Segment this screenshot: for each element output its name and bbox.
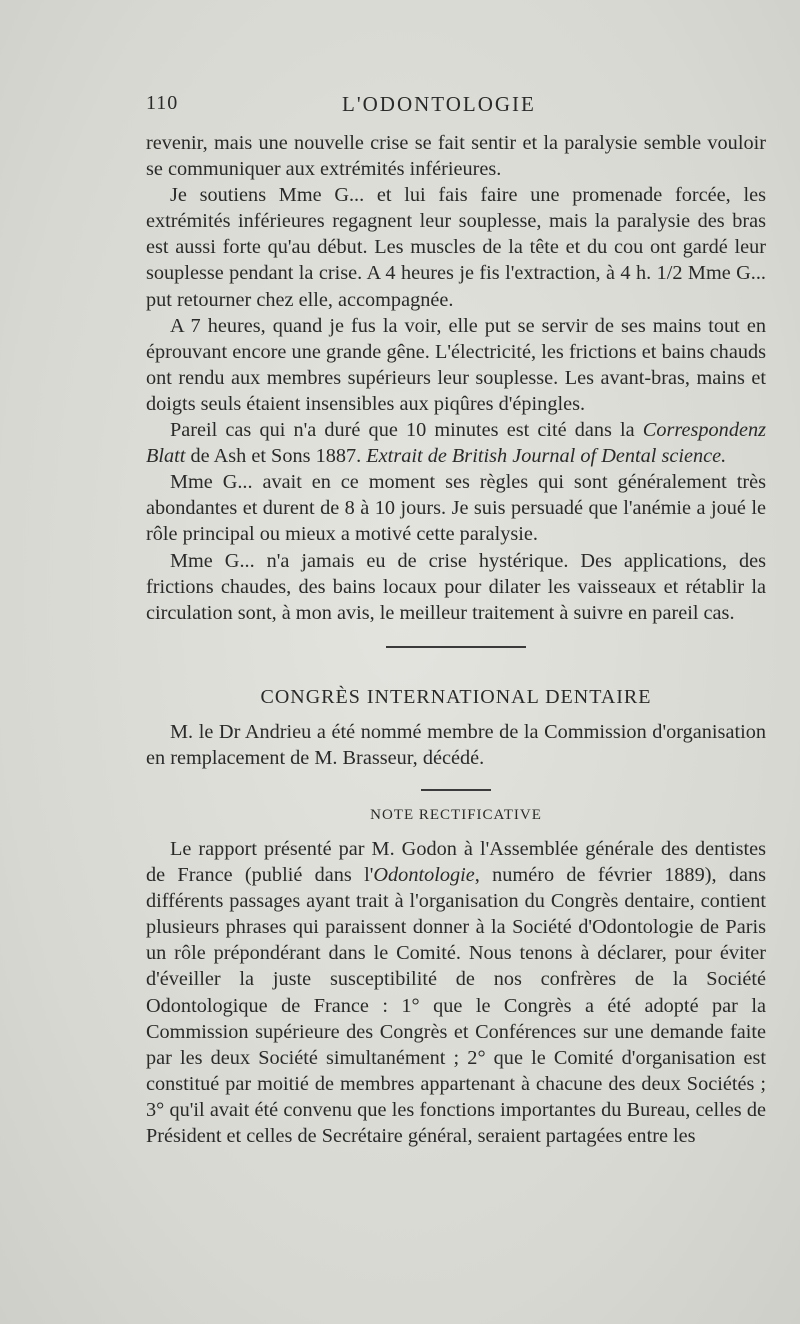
note-paragraph (146, 836, 766, 1149)
paragraph-4 (146, 417, 766, 469)
paragraph-4-citation: Correspondenz Blatt (146, 419, 766, 468)
note-text-a: Le rapport présenté par M. Godon à l'Assemblée générale des dentistes de France (publié dans l' (146, 837, 766, 887)
note-journal-title: Odontologie (373, 864, 475, 887)
paragraph-4-source: Extrait de British Journal of Dental science. (366, 445, 727, 468)
congres-title: CONGRÈS INTERNATIONAL DENTAIRE (260, 685, 652, 708)
running-head: L'ODONTOLOGIE (342, 92, 536, 116)
paragraph-2: Je soutiens Mme G... et lui fais faire une promenade forcée, les extrémités inférieures regagnent leur souplesse, mais la paralysie des bras est aussi forte qu'au début. Les muscles de la tête et du cou ont gardé leur souplesse pendant la crise. A 4 heures je fis l'extraction, à 4 h. 1/2 Mme G... put retourner chez elle, accompagnée. (146, 184, 766, 311)
paragraph-1: revenir, mais une nouvelle crise se fait sentir et la paralysie semble vouloir se communiquer aux extrémités inférieures. (146, 132, 766, 181)
subsection-divider (421, 789, 491, 791)
note-title: NOTE RECTIFICATIVE (370, 806, 542, 823)
congres-paragraph: M. le Dr Andrieu a été nommé membre de la Commission d'organisation en remplacement de M. Brasseur, décédé. (146, 720, 766, 769)
paragraph-6: Mme G... n'a jamais eu de crise hystérique. Des applications, des frictions chaudes, des bains locaux pour dilater les vaisseaux et rétablir la circulation sont, à mon avis, le meilleur traitement à suivre en pareil cas. (146, 549, 766, 624)
paragraph-5: Mme G... avait en ce moment ses règles qui sont généralement très abondantes et durent de 8 à 10 jours. Je suis persuadé que l'anémie a joué le rôle principal ou mieux a motivé cette paralysie. (146, 471, 766, 546)
section-divider (386, 646, 526, 648)
page-header (146, 92, 766, 122)
paragraph-3: A 7 heures, quand je fus la voir, elle put se servir de ses mains tout en éprouvant encore une grande gêne. L'électricité, les frictions et bains chauds ont rendu aux membres supérieurs leur souplesse. Les avant-bras, mains et doigts seuls étaient insensibles aux piqûres d'épingles. (146, 314, 766, 415)
main-text (146, 130, 766, 1149)
paragraph-4-text-b: de Ash et Sons 1887. (185, 445, 367, 468)
page-number: 110 (146, 92, 179, 114)
note-text-b: , numéro de février 1889), dans différents passages ayant trait à l'organisation du Congrès dentaire, contient plusieurs phrases qui paraissent donner à la Société d'Odontologie de Paris un rôle prépondérant dans le Comité. Nous tenons à déclarer, pour éviter d'éveiller la juste susceptibilité de nos confrères de la Société Odontologique de France : 1° que le Congrès a été adopté par la Commission supérieure des Congrès et Conférences sur une demande faite par les deux Société simultanément ; 2° que le Comité d'organisation est constitué par moitié de membres appartenant à chacune des deux Sociétés ; 3° qu'il avait été convenu que les fonctions importantes du Bureau, celles de Président et celles de Secrétaire général, seraient partagées entre les (146, 864, 767, 1147)
paragraph-4-text-a: Pareil cas qui n'a duré que 10 minutes est cité dans la (170, 419, 643, 442)
